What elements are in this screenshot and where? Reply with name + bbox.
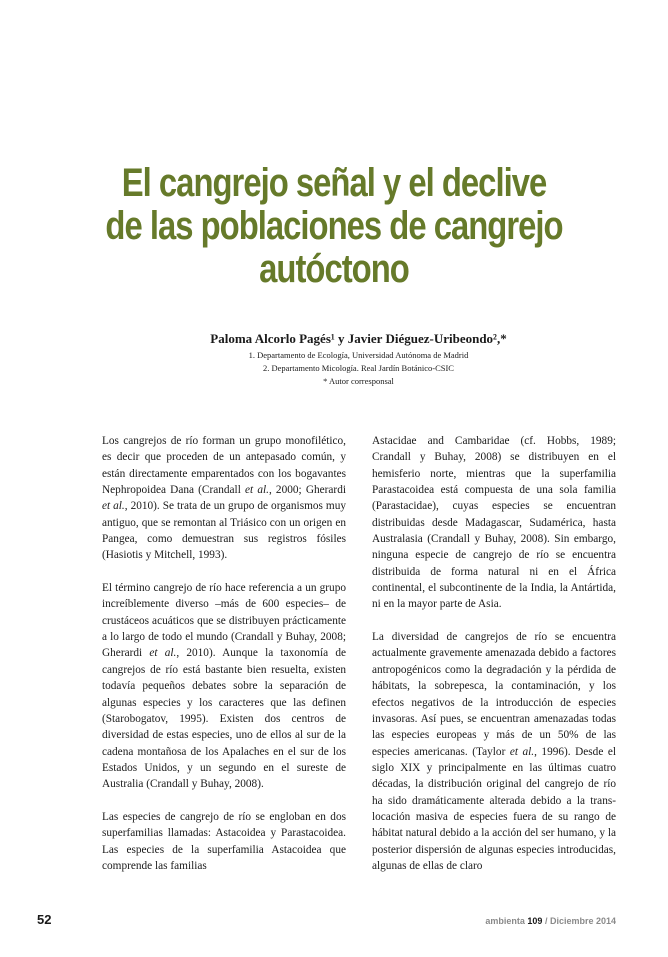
body-column-left [102, 433, 346, 891]
title-line: de las poblaciones de cangrejo [105, 204, 563, 248]
magazine-name: ambienta [485, 916, 525, 926]
issue-number: 109 [527, 916, 543, 926]
authors: Paloma Alcorlo Pagés¹ y Javier Diéguez-Uribeondo²,* [210, 331, 507, 346]
paragraph: Los cangrejos de río forman un grupo monofilético, es decir que proceden de un antepasado común, y están directamente emparentados con los bogavantes Nephropoidea Dana (Crandall et al., 2000; Gherardi et al., 2010). Se trata de un grupo de organismos muy antiguo, que se remontan al Triásico con un origen en Pangea, como demuestran sus registros fósiles (Hasiotis y Mitchell, 1993). [102, 435, 347, 562]
paragraph: La diversidad de cangrejos de río se encuentra actualmente gravemente amenazada debido a factores antropogénicos como la degradación y la pérdida de hábitats, la sobrepesca, la contaminación, y los efectos negativos de la introducción de especies invasoras. Así pues, se encuentran amenazadas todas las especies europeas y más de un 50% de las especies americanas. (Taylor et al., 1996). Desde el siglo XIX y principalmente en las últimas cuatro décadas, la distribución original del cangrejo de río ha sido dramáticamente alterada debido a la translocación masiva de especies fuera de su rango de hábitat natural debido a la acción del ser humano, y la posterior dispersión de algunas especies introducidas, algunas de ellas de claro [372, 631, 616, 872]
page-number: 52 [37, 912, 52, 927]
title-line: El cangrejo señal y el declive [121, 161, 547, 205]
article-title [60, 162, 608, 291]
corresponding-author-note: * Autor corresponsal [323, 376, 394, 386]
paragraph: El término cangrejo de río hace referencia a un grupo increíblemente diverso –más de 600 especies– de crustáceos acuáticos que se distribuyen prácticamente a lo largo de todo el mundo (Crandall y Buhay, 2008; Gherardi et al., 2010). Aunque la taxonomía de cangrejos de río está bastante bien resuelta, existen todavía pequeños debates sobre la separación de algunas especies y los caracteres que las definen (Starobogatov, 1995). Existen dos centros de diversidad de estas especies, uno de ellos al sur de la cadena montañosa de los Apalaches en el sur de los Estados Unidos, y un segundo en el sureste de Australia (Crandall y Buhay, 2008). [102, 582, 346, 791]
paragraph: Astacidae and Cambaridae (cf. Hobbs, 1989; Crandall y Buhay, 2008) se distribuyen en el hemisferio norte, mientras que la superfamilia Parastacoidea está compuesta de una sola familia (Parastacidae), cuyas especies se encuentran distribuidas desde Madagascar, Sudamérica, hasta Australasia (Crandall y Buhay, 2008). Sin embargo, ninguna especie de cangrejo de río se encuentra distribuida de forma natural ni en el África continental, el subcontinente de la India, la Antártida, ni en la mayor parte de Asia. [372, 435, 616, 611]
footer-credit [485, 916, 616, 926]
title-line: autóctono [259, 247, 409, 291]
issue-date: / Diciembre 2014 [542, 916, 616, 926]
affiliation-2: 2. Departamento Micología. Real Jardín Botánico-CSIC [263, 363, 454, 373]
affiliation-1: 1. Departamento de Ecología, Universidad Autónoma de Madrid [248, 350, 469, 360]
paragraph: Las especies de cangrejo de río se engloban en dos superfamilias llamadas: Astacoidea y Parastacoidea. Las especies de la superfamilia Astacoidea que comprende las familias [102, 810, 346, 872]
body-column-right [372, 433, 616, 891]
